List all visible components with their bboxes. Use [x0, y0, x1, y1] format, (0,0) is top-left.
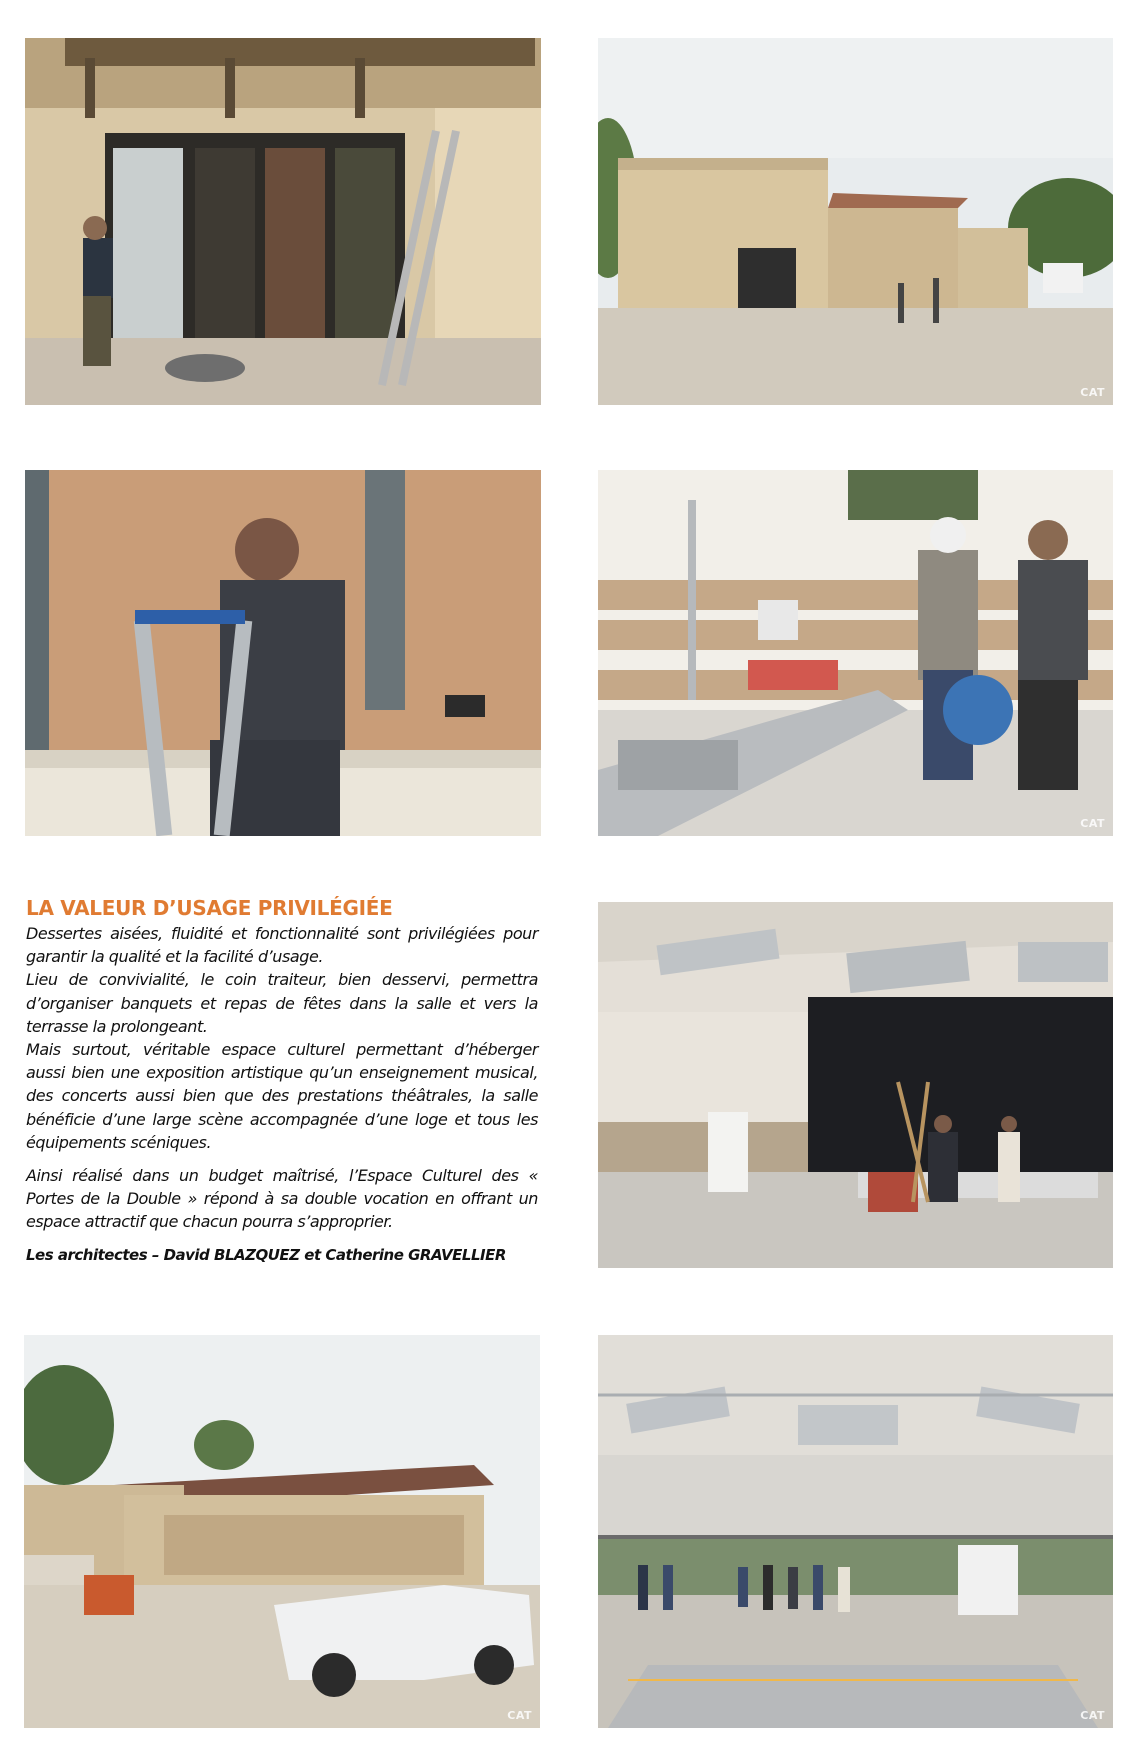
paragraph-convivialite: Lieu de convivialité, le coin traiteur, bien desservi, permettra d’organiser banquets et repas de fêtes dans la salle et vers la terrasse la prolongeant.	[26, 970, 538, 1036]
photo-hall-stage	[598, 902, 1113, 1268]
text-section	[26, 896, 538, 1267]
photo-credit: CAT	[1080, 386, 1105, 399]
signature: Les architectes – David BLAZQUEZ et Catherine GRAVELLIER	[26, 1245, 506, 1264]
photo-building-exterior	[598, 38, 1113, 405]
paragraph-espace-culturel: Mais surtout, véritable espace culturel permettant d’héberger aussi bien une exposition artistique qu’un enseignement musical, des concerts aussi bien que des prestations théâtrales, la salle bénéficie d’une large scène accompagnée d’une loge et tous les équipements scéniques.	[26, 1040, 538, 1152]
photo-credit: CAT	[1080, 817, 1105, 830]
photo-credit: CAT	[507, 1709, 532, 1722]
paragraph-desserte: Dessertes aisées, fluidité et fonctionnalité sont privilégiées pour garantir la qualité et la facilité d’usage.	[26, 924, 538, 967]
photo-hall-interior-visitors	[598, 1335, 1113, 1728]
paragraph-conclusion: Ainsi réalisé dans un budget maîtrisé, l’Espace Culturel des « Portes de la Double » répond à sa double vocation en offrant un espace attractif que chacun pourra s’approprier.	[26, 1166, 538, 1232]
photo-credit: CAT	[1080, 1709, 1105, 1722]
photo-building-with-car	[24, 1335, 540, 1728]
photo-kitchen-workers	[598, 470, 1113, 836]
photo-entrance-construction	[25, 38, 541, 405]
photo-worker-on-ladder	[25, 470, 541, 836]
section-title: LA VALEUR D’USAGE PRIVILÉGIÉE	[26, 896, 393, 920]
